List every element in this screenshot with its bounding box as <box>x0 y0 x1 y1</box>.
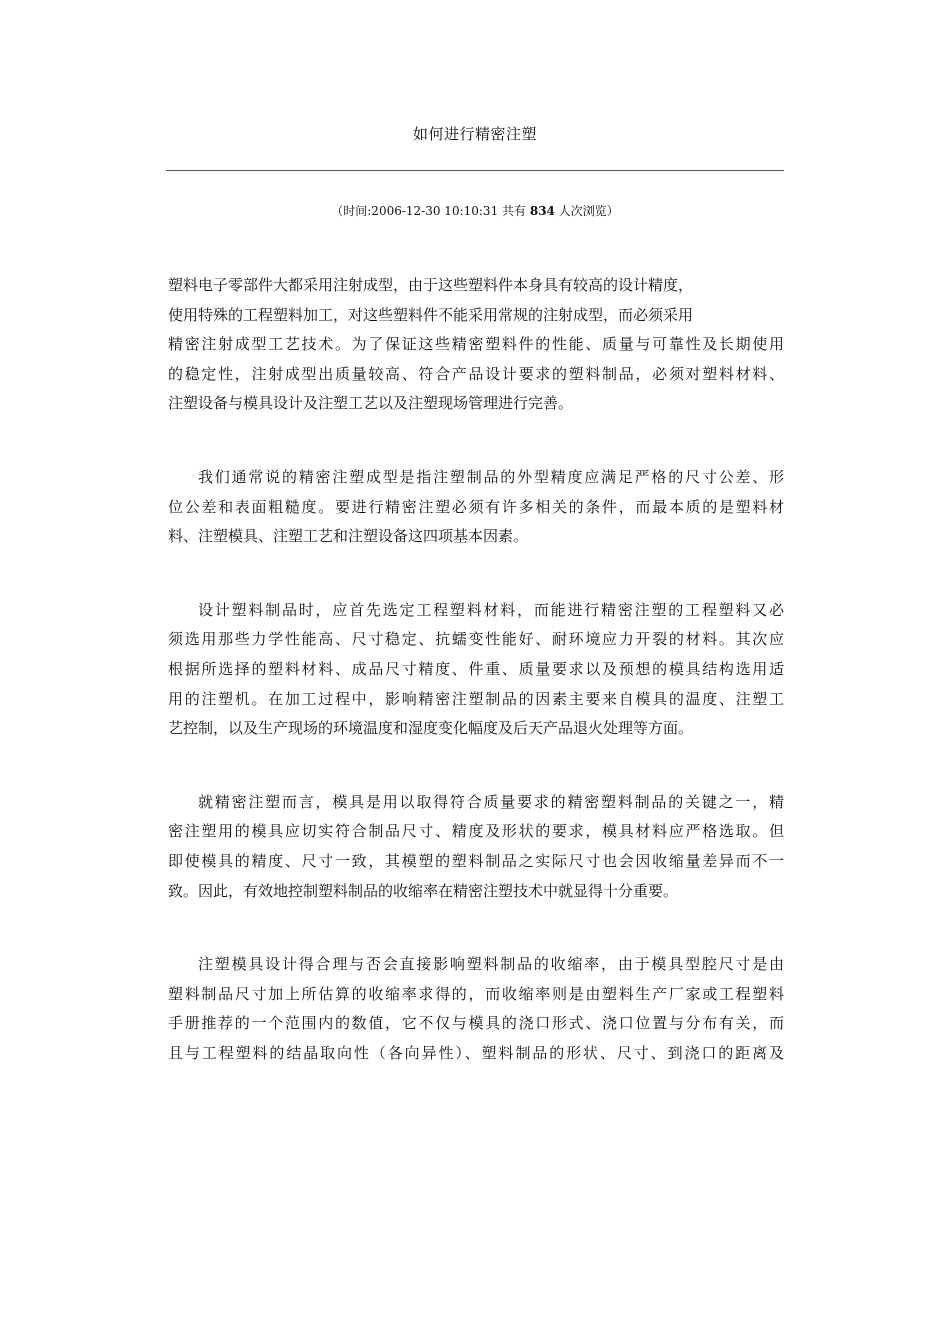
paragraph-line: 密注塑用的模具应切实符合制品尺寸、精度及形状的要求，模具材料应严格选取。但 <box>168 822 784 841</box>
meta-suffix: 人次浏览） <box>554 204 619 218</box>
paragraph-line: 使用特殊的工程塑料加工，对这些塑料件不能采用常规的注射成型，而必须采用 <box>168 305 694 324</box>
paragraph-2 <box>168 463 784 552</box>
paragraph-line: 位公差和表面粗糙度。要进行精密注塑必须有许多相关的条件，而最本质的是塑料材 <box>168 497 784 516</box>
paragraph-line: 艺控制，以及生产现场的环境温度和湿度变化幅度及后天产品退火处理等方面。 <box>168 719 694 738</box>
paragraph-5 <box>168 950 784 1068</box>
paragraph-line: 用的注塑机。在加工过程中，影响精密注塑制品的因素主要来自模具的温度、注塑工 <box>168 689 784 708</box>
paragraph-line: 且与工程塑料的结晶取向性（各向异性）、塑料制品的形状、尺寸、到浇口的距离及 <box>168 1043 784 1062</box>
article-title: 如何进行精密注塑 <box>412 125 537 143</box>
paragraph-line: 料、注塑模具、注塑工艺和注塑设备这四项基本因素。 <box>168 527 529 546</box>
paragraph-line: 设计塑料制品时，应首先选定工程塑料材料，而能进行精密注塑的工程塑料又必 <box>198 600 784 619</box>
paragraph-1 <box>168 271 784 419</box>
paragraph-line: 须选用那些力学性能高、尺寸稳定、抗蠕变性能好、耐环境应力开裂的材料。其次应 <box>168 630 784 649</box>
paragraph-4 <box>168 788 784 906</box>
paragraph-line: 我们通常说的精密注塑成型是指注塑制品的外型精度应满足严格的尺寸公差、形 <box>198 467 784 486</box>
paragraph-line: 手册推荐的一个范围内的数值，它不仅与模具的浇口形式、浇口位置与分布有关，而 <box>168 1014 784 1033</box>
title-divider <box>166 170 784 171</box>
paragraph-line: 的稳定性，注射成型出质量较高、符合产品设计要求的塑料制品，必须对塑料材料、 <box>168 364 784 383</box>
paragraph-line: 塑料制品尺寸加上所估算的收缩率求得的，而收缩率则是由塑料生产厂家或工程塑料 <box>168 984 784 1003</box>
paragraph-line: 注塑模具设计得合理与否会直接影响塑料制品的收缩率，由于模具型腔尺寸是由 <box>198 955 784 974</box>
article-body <box>168 271 784 1068</box>
meta-prefix: （时间:2006-12-30 10:10:31 共有 <box>331 204 530 218</box>
paragraph-line: 精密注射成型工艺技术。为了保证这些精密塑料件的性能、质量与可靠性及长期使用 <box>168 335 784 354</box>
paragraph-line: 致。因此，有效地控制塑料制品的收缩率在精密注塑技术中就显得十分重要。 <box>168 881 679 900</box>
paragraph-line: 注塑设备与模具设计及注塑工艺以及注塑现场管理进行完善。 <box>168 394 574 413</box>
paragraph-line: 就精密注塑而言，模具是用以取得符合质量要求的精密塑料制品的关键之一，精 <box>198 792 784 811</box>
paragraph-3 <box>168 596 784 744</box>
view-count: 834 <box>529 204 555 218</box>
paragraph-line: 塑料电子零部件大都采用注射成型，由于这些塑料件本身具有较高的设计精度， <box>168 276 694 294</box>
paragraph-line: 根据所选择的塑料材料、成品尺寸精度、件重、质量要求以及预想的模具结构选用适 <box>168 659 784 678</box>
article-meta <box>0 202 950 220</box>
paragraph-line: 即使模具的精度、尺寸一致，其模塑的塑料制品之实际尺寸也会因收缩量差异而不一 <box>168 851 784 870</box>
